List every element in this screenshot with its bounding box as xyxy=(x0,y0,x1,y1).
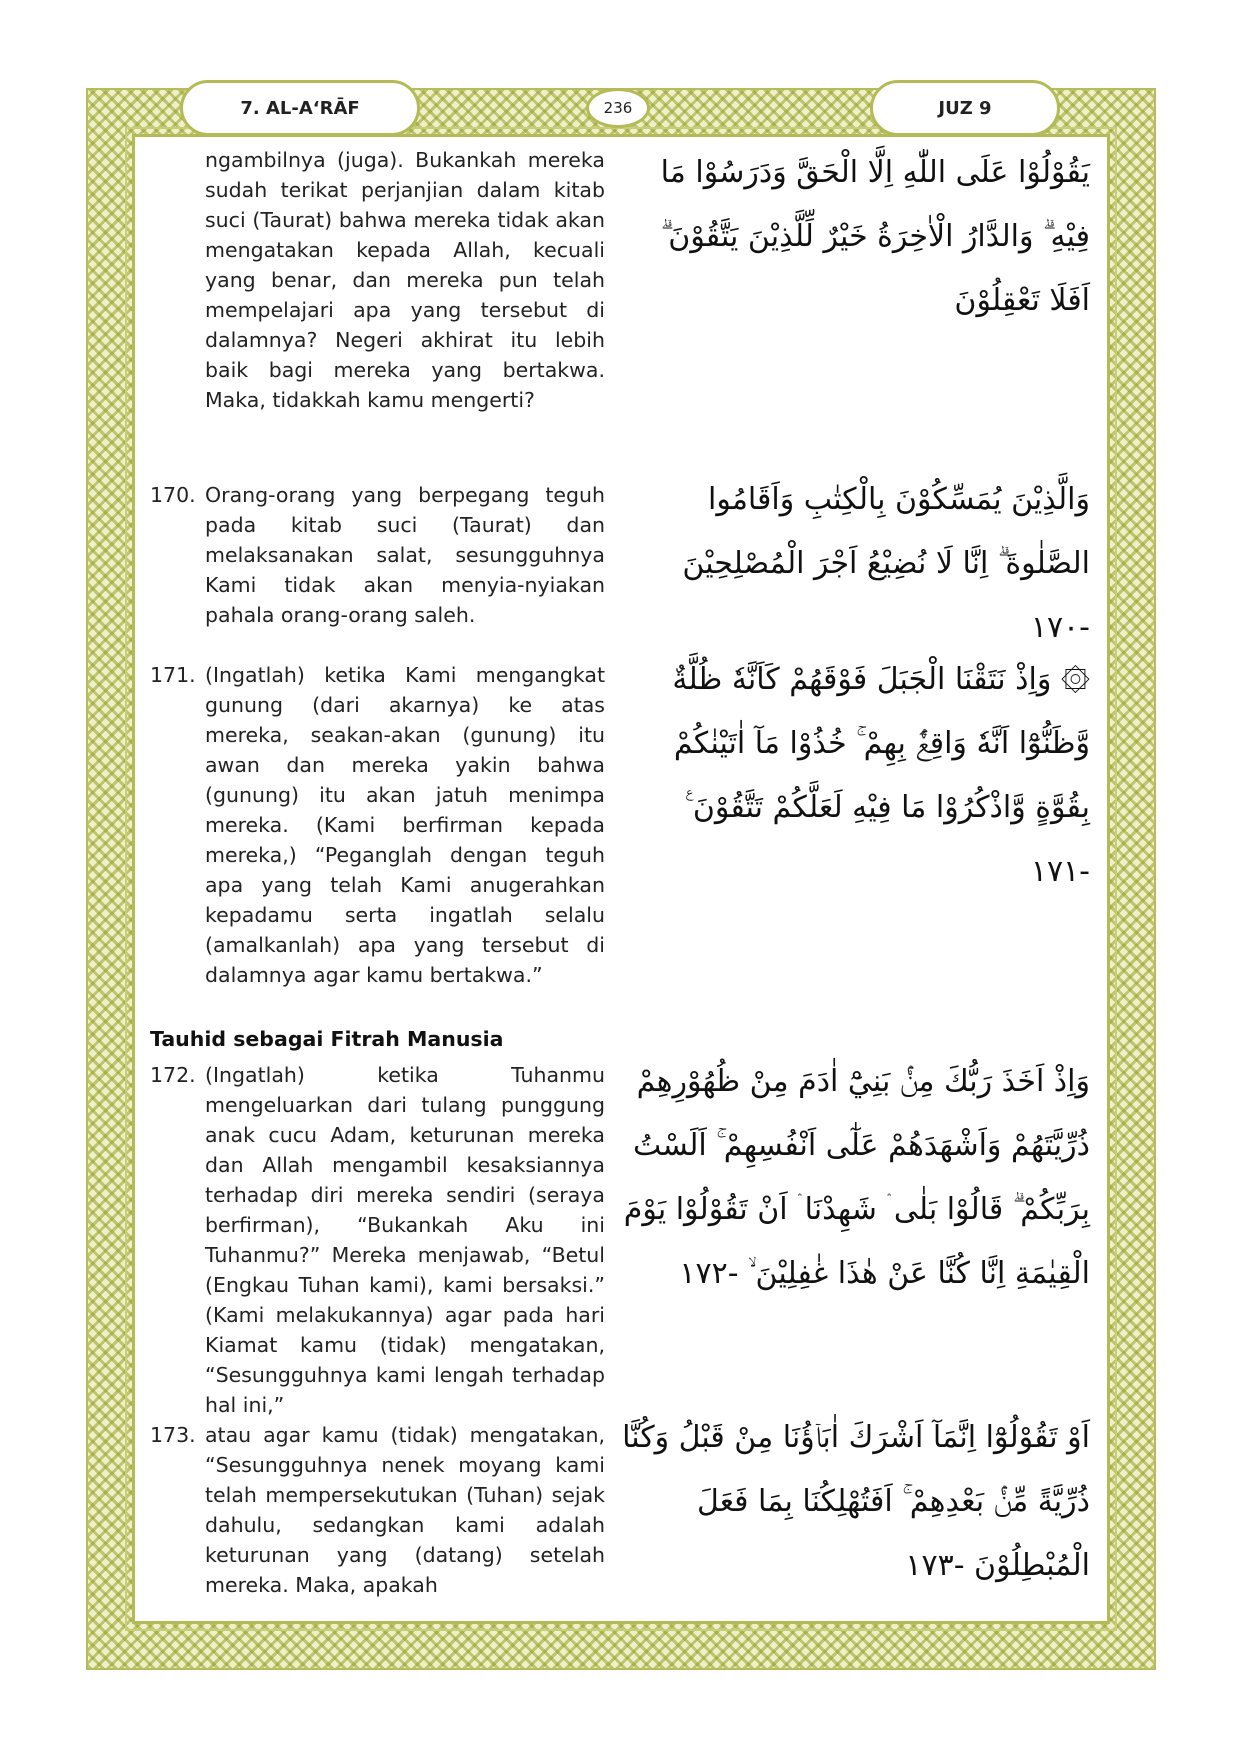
translation xyxy=(150,1060,605,1420)
page-number-badge xyxy=(586,88,650,128)
verse-number: 170. xyxy=(150,483,196,507)
translation xyxy=(150,660,605,990)
verse-number: 172. xyxy=(150,1063,196,1087)
translation xyxy=(150,480,605,630)
translation-text: atau agar kamu (tidak) mengatakan, “Sesungguhnya nenek moyang kami telah mempersekutukan (Tuhan) sejak dahulu, sedangkan kami adalah keturunan yang (datang) setelah mereka. Maka, apakah xyxy=(205,1423,605,1597)
arabic-text: يَقُوْلُوْا عَلَى اللّٰهِ اِلَّا الْحَقَّ وَدَرَسُوْا مَا فِيْهِ ۗ وَالدَّارُ الْاٰخِرَةُ خَيْرٌ لِّلَّذِيْنَ يَتَّقُوْنَ ۗ اَفَلَا تَعْقِلُوْنَ xyxy=(660,155,1090,318)
verse-number: 171. xyxy=(150,663,196,687)
verse-number: 173. xyxy=(150,1423,196,1447)
juz-tab xyxy=(870,80,1060,136)
juz-label: JUZ 9 xyxy=(938,97,992,119)
translation-text: Orang-orang yang berpegang teguh pada kitab suci (Taurat) dan melaksanakan salat, sesungguhnya Kami tidak akan menyia-nyiakan pahala orang-orang saleh. xyxy=(205,483,605,627)
arabic-text: اَوْ تَقُوْلُوْٓا اِنَّمَآ اَشْرَكَ اٰبَاۤؤُنَا مِنْ قَبْلُ وَكُنَّا ذُرِّيَّةً مِّنْۢ بَعْدِهِمْ ۚ اَفَتُهْلِكُنَا بِمَا فَعَلَ الْمُبْطِلُوْنَ -١٧٣ xyxy=(622,1420,1090,1583)
page-number: 236 xyxy=(603,99,633,117)
arabic-text: وَاِذْ اَخَذَ رَبُّكَ مِنْۢ بَنِيْٓ اٰدَمَ مِنْ ظُهُوْرِهِمْ ذُرِّيَّتَهُمْ وَاَشْهَدَهُمْ عَلٰٓى اَنْفُسِهِمْ ۚ اَلَسْتُ بِرَبِّكُمْ ۗ قَالُوْا بَلٰى ۛ شَهِدْنَا ۛ اَنْ تَقُوْلُوْا يَوْمَ الْقِيٰمَةِ اِنَّا كُنَّا عَنْ هٰذَا غٰفِلِيْنَ ۙ -١٧٢ xyxy=(623,1064,1090,1291)
surah-title: 7. AL-A‘RĀF xyxy=(240,97,360,119)
translation xyxy=(150,145,605,415)
surah-title-tab xyxy=(180,80,420,136)
translation-text: ngambilnya (juga). Bukankah mereka sudah terikat perjanjian dalam kitab suci (Taurat) bahwa mereka tidak akan mengatakan kepada Allah, kecuali yang benar, dan mereka pun telah mempelajari apa yang tersebut di dalamnya? Negeri akhirat itu lebih baik bagi mereka yang bertakwa. Maka, tidakkah kamu mengerti? xyxy=(205,148,605,412)
translation-text: (Ingatlah) ketika Tuhanmu mengeluarkan dari tulang punggung anak cucu Adam, keturunan mereka dan Allah mengambil kesaksiannya terhadap diri mereka sendiri (seraya berfirman), “Bukankah Aku ini Tuhanmu?” Mereka menjawab, “Betul (Engkau Tuhan kami), kami bersaksi.” (Kami melakukannya) agar pada hari Kiamat kamu (tidak) mengatakan, “Sesungguhnya kami lengah terhadap hal ini,” xyxy=(205,1063,605,1417)
translation xyxy=(150,1420,605,1600)
translation-text: (Ingatlah) ketika Kami mengangkat gunung (dari akarnya) ke atas mereka, seakan-akan (gunung) itu awan dan mereka yakin bahwa (gunung) itu akan jatuh menimpa mereka. (Kami berfirman kepada mereka,) “Peganglah dengan teguh apa yang telah Kami anugerahkan kepadamu serta ingatlah selalu (amalkanlah) apa yang tersebut di dalamnya agar kamu bertakwa.” xyxy=(205,663,605,987)
arabic-text: وَالَّذِيْنَ يُمَسِّكُوْنَ بِالْكِتٰبِ وَاَقَامُوا الصَّلٰوةَ ۗ اِنَّا لَا نُضِيْعُ اَجْرَ الْمُصْلِحِيْنَ -١٧٠ xyxy=(682,482,1090,645)
section-heading: Tauhid sebagai Fitrah Manusia xyxy=(150,1027,504,1051)
arabic-text: ۞ وَاِذْ نَتَقْنَا الْجَبَلَ فَوْقَهُمْ كَاَنَّهٗ ظُلَّةٌ وَّظَنُّوْٓا اَنَّهٗ وَاقِعٌۢ بِهِمْ ۚ خُذُوْا مَآ اٰتَيْنٰكُمْ بِقُوَّةٍ وَّاذْكُرُوْا مَا فِيْهِ لَعَلَّكُمْ تَتَّقُوْنَ ࣖ -١٧١ xyxy=(672,662,1090,889)
